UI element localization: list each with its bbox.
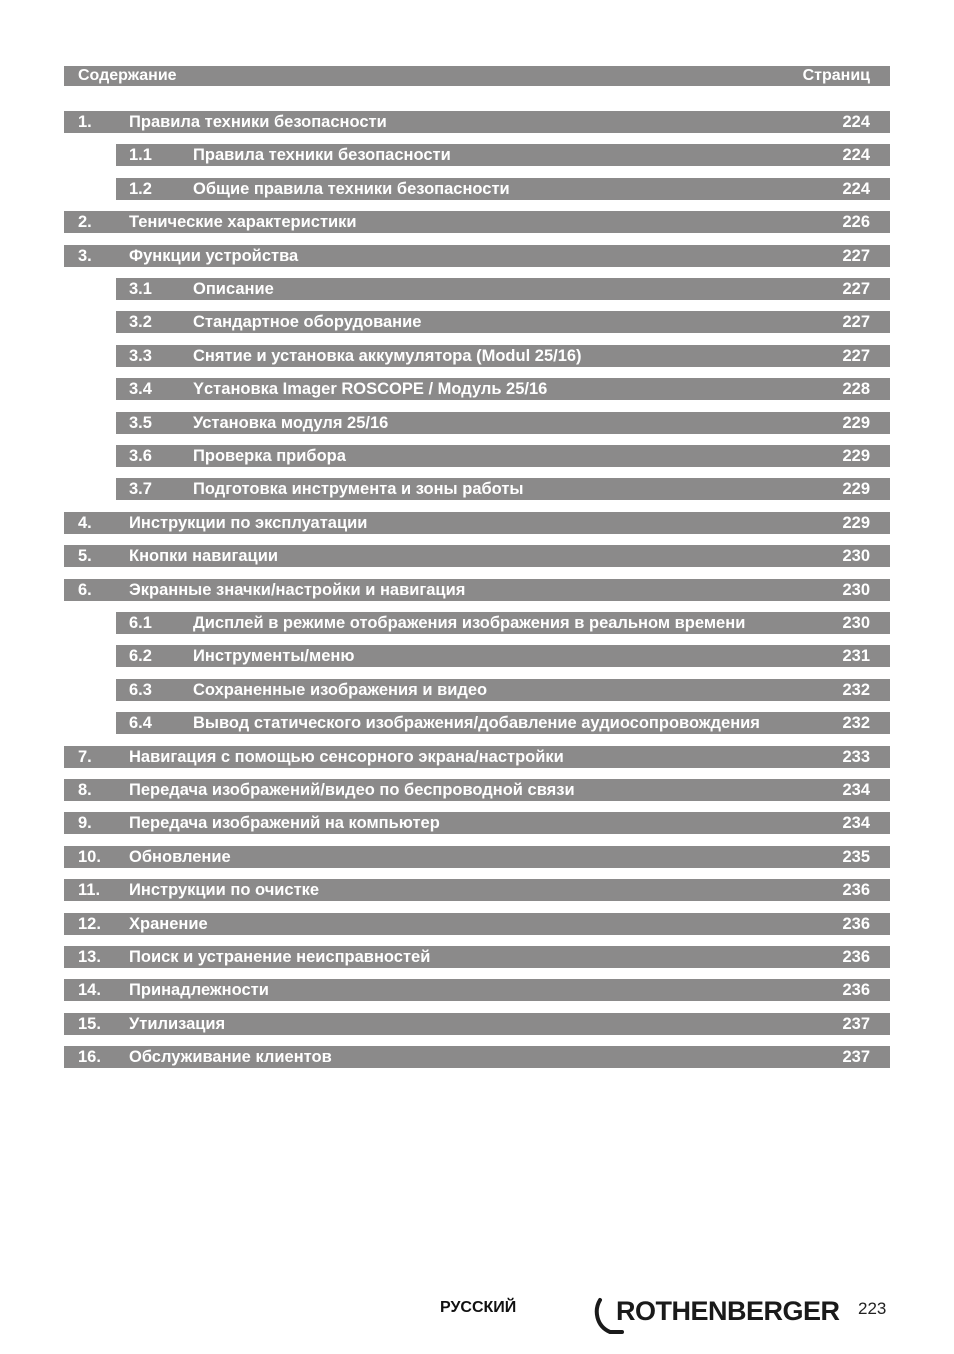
toc-entry-number: 10. [78, 848, 101, 866]
toc-entry-page: 227 [842, 280, 870, 298]
toc-entry-page: 230 [842, 581, 870, 599]
toc-entry-number: 3.3 [129, 347, 152, 365]
toc-entry-page: 234 [842, 781, 870, 799]
toc-entry-page: 224 [842, 146, 870, 164]
toc-entry-number: 15. [78, 1015, 101, 1033]
toc-entry-number: 3. [78, 247, 92, 265]
toc-entry-title: Инструкции по эксплуатации [129, 514, 368, 532]
toc-entry-title: Правила техники безопасности [193, 146, 451, 164]
toc-entry-title: Утилизация [129, 1015, 226, 1033]
toc-entry-page: 226 [842, 213, 870, 231]
toc-entry-page: 230 [842, 547, 870, 565]
toc-entry[interactable] [116, 378, 890, 400]
toc-entry-page: 231 [842, 647, 870, 665]
toc-entry-number: 3.2 [129, 313, 152, 331]
toc-entry-title: Передача изображений/видео по беспроводной связи [129, 781, 575, 799]
toc-entry-number: 8. [78, 781, 92, 799]
toc-entry-title: Вывод статического изображения/добавление аудиосопровождения [193, 714, 760, 732]
toc-entry-title: Передача изображений на компьютер [129, 814, 440, 832]
toc-entry-number: 13. [78, 948, 101, 966]
toc-entry[interactable] [116, 144, 890, 166]
toc-entry-number: 4. [78, 514, 92, 532]
toc-entry-page: 229 [842, 447, 870, 465]
brand-logo [594, 1296, 838, 1336]
toc-entry-page: 229 [842, 480, 870, 498]
toc-entry-number: 14. [78, 981, 101, 999]
toc-entry-title: Стандартное оборудование [193, 313, 422, 331]
toc-entry-title: Установка модуля 25/16 [193, 414, 389, 432]
toc-entry-number: 5. [78, 547, 92, 565]
toc-entry-number: 3.7 [129, 480, 152, 498]
toc-entry-number: 12. [78, 915, 101, 933]
toc-entry-title: Снятие и установка аккумулятора (Modul 25/16) [193, 347, 582, 365]
brand-name: ROTHENBERGER [616, 1296, 840, 1326]
toc-entry-page: 235 [842, 848, 870, 866]
toc-entry-number: 9. [78, 814, 92, 832]
toc-entry-page: 236 [842, 915, 870, 933]
toc-entry-title: Дисплей в режиме отображения изображения в реальном времени [193, 614, 746, 632]
toc-entry[interactable] [64, 846, 890, 868]
toc-entry[interactable] [64, 946, 890, 968]
page-number: 223 [858, 1299, 887, 1318]
toc-entry[interactable] [116, 645, 890, 667]
toc-entry-page: 236 [842, 881, 870, 899]
toc-entry-page: 237 [842, 1048, 870, 1066]
toc-entry[interactable] [116, 345, 890, 367]
toc-entry-page: 233 [842, 748, 870, 766]
toc-entry-title: Поиск и устранение неисправностей [129, 948, 431, 966]
toc-entry[interactable] [116, 445, 890, 467]
toc-entry-page: 228 [842, 380, 870, 398]
toc-entry-title: Принадлежности [129, 981, 269, 999]
toc-entry-page: 236 [842, 981, 870, 999]
toc-entry-page: 227 [842, 347, 870, 365]
toc-entry-number: 1.1 [129, 146, 152, 164]
toc-entry[interactable] [64, 779, 890, 801]
toc-entry-title: Тенические характеристики [129, 213, 357, 231]
toc-entry[interactable] [64, 545, 890, 567]
toc-entry-number: 2. [78, 213, 92, 231]
toc-entry-number: 1.2 [129, 180, 152, 198]
toc-entry[interactable] [116, 478, 890, 500]
toc-entry-page: 232 [842, 714, 870, 732]
toc-entry-page: 232 [842, 681, 870, 699]
toc-entry-title: Обновление [129, 848, 231, 866]
toc-entry[interactable] [64, 245, 890, 267]
toc-entry-number: 16. [78, 1048, 101, 1066]
toc-entry[interactable] [64, 879, 890, 901]
toc-header-bar [64, 66, 890, 86]
toc-entry-title: Экранные значки/настройки и навигация [129, 581, 466, 599]
toc-entry-title: Кнопки навигации [129, 547, 278, 565]
toc-entry-number: 6.2 [129, 647, 152, 665]
toc-entry-title: Обслуживание клиентов [129, 1048, 332, 1066]
toc-entry[interactable] [64, 111, 890, 133]
toc-entry-number: 6.3 [129, 681, 152, 699]
toc-entry-page: 236 [842, 948, 870, 966]
toc-entry-page: 234 [842, 814, 870, 832]
footer-language: РУССКИЙ [440, 1299, 517, 1316]
toc-entry-number: 3.6 [129, 447, 152, 465]
toc-entry-number: 6.4 [129, 714, 152, 732]
toc-entry[interactable] [64, 1013, 890, 1035]
toc-entry-page: 227 [842, 313, 870, 331]
toc-entry-number: 6.1 [129, 614, 152, 632]
toc-entry-page: 230 [842, 614, 870, 632]
toc-entry-number: 6. [78, 581, 92, 599]
toc-entry[interactable] [64, 913, 890, 935]
toc-entry[interactable] [64, 512, 890, 534]
toc-entry-number: 7. [78, 748, 92, 766]
toc-entry[interactable] [64, 979, 890, 1001]
toc-entry-title: Хранение [129, 915, 208, 933]
toc-entry[interactable] [116, 311, 890, 333]
toc-entry[interactable] [116, 178, 890, 200]
toc-entry[interactable] [64, 812, 890, 834]
toc-entry-title: Сохраненные изображения и видео [193, 681, 488, 699]
toc-entry[interactable] [64, 579, 890, 601]
toc-entry-page: 224 [842, 180, 870, 198]
toc-entry-title: Описание [193, 280, 274, 298]
toc-entry[interactable] [116, 278, 890, 300]
toc-entry[interactable] [116, 679, 890, 701]
toc-header-pages-label: Страниц [802, 67, 870, 84]
toc-entry[interactable] [116, 712, 890, 734]
toc-entry-page: 224 [842, 113, 870, 131]
toc-entry[interactable] [64, 746, 890, 768]
toc-entry-title: Проверка прибора [193, 447, 346, 465]
toc-entry-page: 237 [842, 1015, 870, 1033]
toc-entry-title: Инструменты/меню [193, 647, 355, 665]
toc-entry-title: Общие правила техники безопасности [193, 180, 510, 198]
toc-entry-page: 229 [842, 514, 870, 532]
toc-entry-number: 3.1 [129, 280, 152, 298]
toc-entry-page: 227 [842, 247, 870, 265]
toc-entry-title: Правила техники безопасности [129, 113, 387, 131]
toc-entry-title: Yстановка Imager ROSCOPE / Модуль 25/16 [193, 380, 548, 398]
toc-entry-title: Инструкции по очистке [129, 881, 320, 899]
toc-entry-number: 11. [78, 881, 101, 899]
toc-entry-page: 229 [842, 414, 870, 432]
toc-entry-number: 1. [78, 113, 92, 131]
toc-entry[interactable] [64, 211, 890, 233]
toc-header-title: Содержание [78, 67, 177, 84]
toc-entry-title: Навигация с помощью сенсорного экрана/настройки [129, 748, 564, 766]
toc-entry-title: Подготовка инструмента и зоны работы [193, 480, 524, 498]
toc-entry[interactable] [116, 612, 890, 634]
toc-entry-number: 3.4 [129, 380, 152, 398]
toc-entry-number: 3.5 [129, 414, 152, 432]
toc-entry[interactable] [64, 1046, 890, 1068]
toc-entry-title: Функции устройства [129, 247, 299, 265]
toc-entry[interactable] [116, 412, 890, 434]
